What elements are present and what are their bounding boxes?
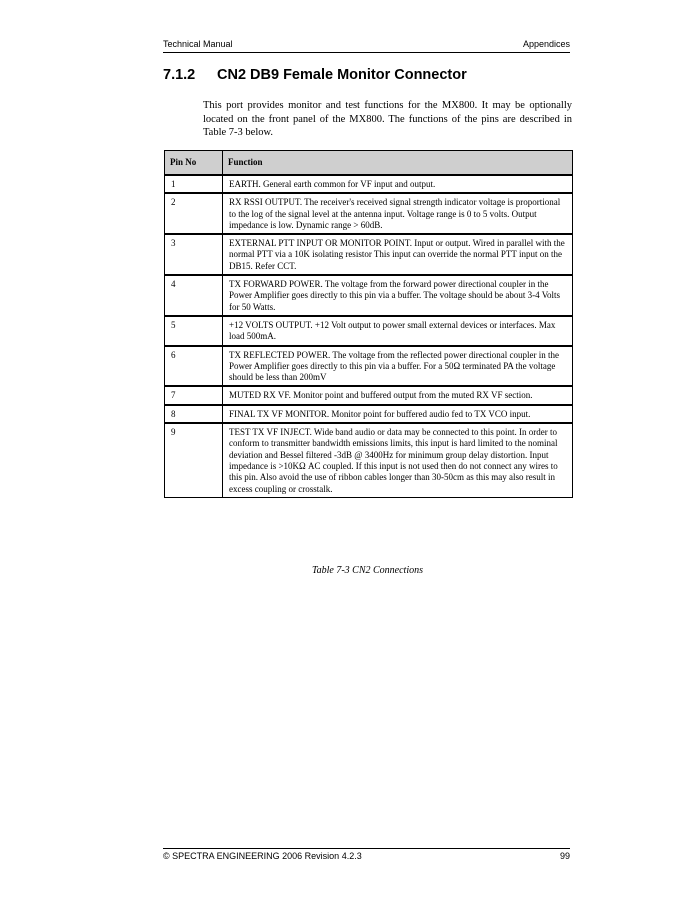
function-cell: TEST TX VF INJECT. Wide band audio or data may be connected to this point. In order to conform to transmitter bandwidth emissions limits, this input is hard limited to the nominal deviation and Bessel filtered -3dB @ 3400Hz for minimum group delay distortion. Input impedance is >10KΩ AC coupled. If this input is not used then do not connect any wires to this pin. Also avoid the use of ribbon cables longer than 30-50cm as this may also result in excess coupling or crosstalk.	[223, 423, 573, 497]
function-cell: RX RSSI OUTPUT. The receiver's received signal strength indicator voltage is proportional to the log of the signal level at the antenna input. Voltage range is 0 to 5 volts. Output impedance is low. Dynamic range > 60dB.	[223, 193, 573, 234]
function-cell: FINAL TX VF MONITOR. Monitor point for buffered audio fed to TX VCO input.	[223, 405, 573, 423]
section-heading	[163, 67, 467, 83]
pin-cell: 6	[165, 346, 223, 387]
pin-cell: 9	[165, 423, 223, 497]
pin-function-table	[164, 150, 573, 498]
table-row	[165, 346, 573, 387]
section-title: CN2 DB9 Female Monitor Connector	[217, 67, 467, 83]
function-cell: TX FORWARD POWER. The voltage from the forward power directional coupler in the Power Amplifier goes directly to this pin via a buffer. The voltage should be about 3-4 Volts for 50 Watts.	[223, 275, 573, 316]
column-header-function: Function	[223, 151, 573, 176]
function-cell: +12 VOLTS OUTPUT. +12 Volt output to power small external devices or interfaces. Max load 500mA.	[223, 316, 573, 346]
table-row	[165, 423, 573, 497]
section-number: 7.1.2	[163, 67, 196, 83]
page-header	[163, 38, 570, 53]
header-doc-title: Technical Manual	[163, 39, 233, 49]
table-caption: Table 7-3 CN2 Connections	[311, 565, 424, 576]
function-cell: EARTH. General earth common for VF input and output.	[223, 175, 573, 193]
pin-cell: 3	[165, 234, 223, 275]
function-cell: EXTERNAL PTT INPUT OR MONITOR POINT. Input or output. Wired in parallel with the normal PTT via a 10K isolating resistor This input can override the normal PTT input on the DB15. Refer CCT.	[223, 234, 573, 275]
page-footer	[163, 848, 570, 863]
column-header-pin: Pin No	[165, 151, 223, 176]
pin-cell: 1	[165, 175, 223, 193]
function-cell: MUTED RX VF. Monitor point and buffered output from the muted RX VF section.	[223, 386, 573, 404]
function-cell: TX REFLECTED POWER. The voltage from the reflected power directional coupler in the Power Amplifier goes directly to this pin via a buffer. For a 50Ω terminated PA the voltage should be less than 200mV	[223, 346, 573, 387]
table-row	[165, 386, 573, 404]
table-row	[165, 275, 573, 316]
table-row	[165, 405, 573, 423]
footer-copyright: © SPECTRA ENGINEERING 2006 Revision 4.2.3	[163, 851, 362, 861]
table-header-row	[165, 151, 573, 176]
pin-cell: 8	[165, 405, 223, 423]
pin-cell: 7	[165, 386, 223, 404]
table-row	[165, 193, 573, 234]
table-row	[165, 175, 573, 193]
pin-cell: 5	[165, 316, 223, 346]
table-row	[165, 316, 573, 346]
pin-cell: 4	[165, 275, 223, 316]
page-number: 99	[559, 851, 570, 861]
table-row	[165, 234, 573, 275]
pin-cell: 2	[165, 193, 223, 234]
intro-paragraph: This port provides monitor and test functions for the MX800. It may be optionally located on the front panel of the MX800. The functions of the pins are described in Table 7-3 below.	[203, 100, 572, 138]
header-section-name: Appendices	[522, 39, 570, 49]
